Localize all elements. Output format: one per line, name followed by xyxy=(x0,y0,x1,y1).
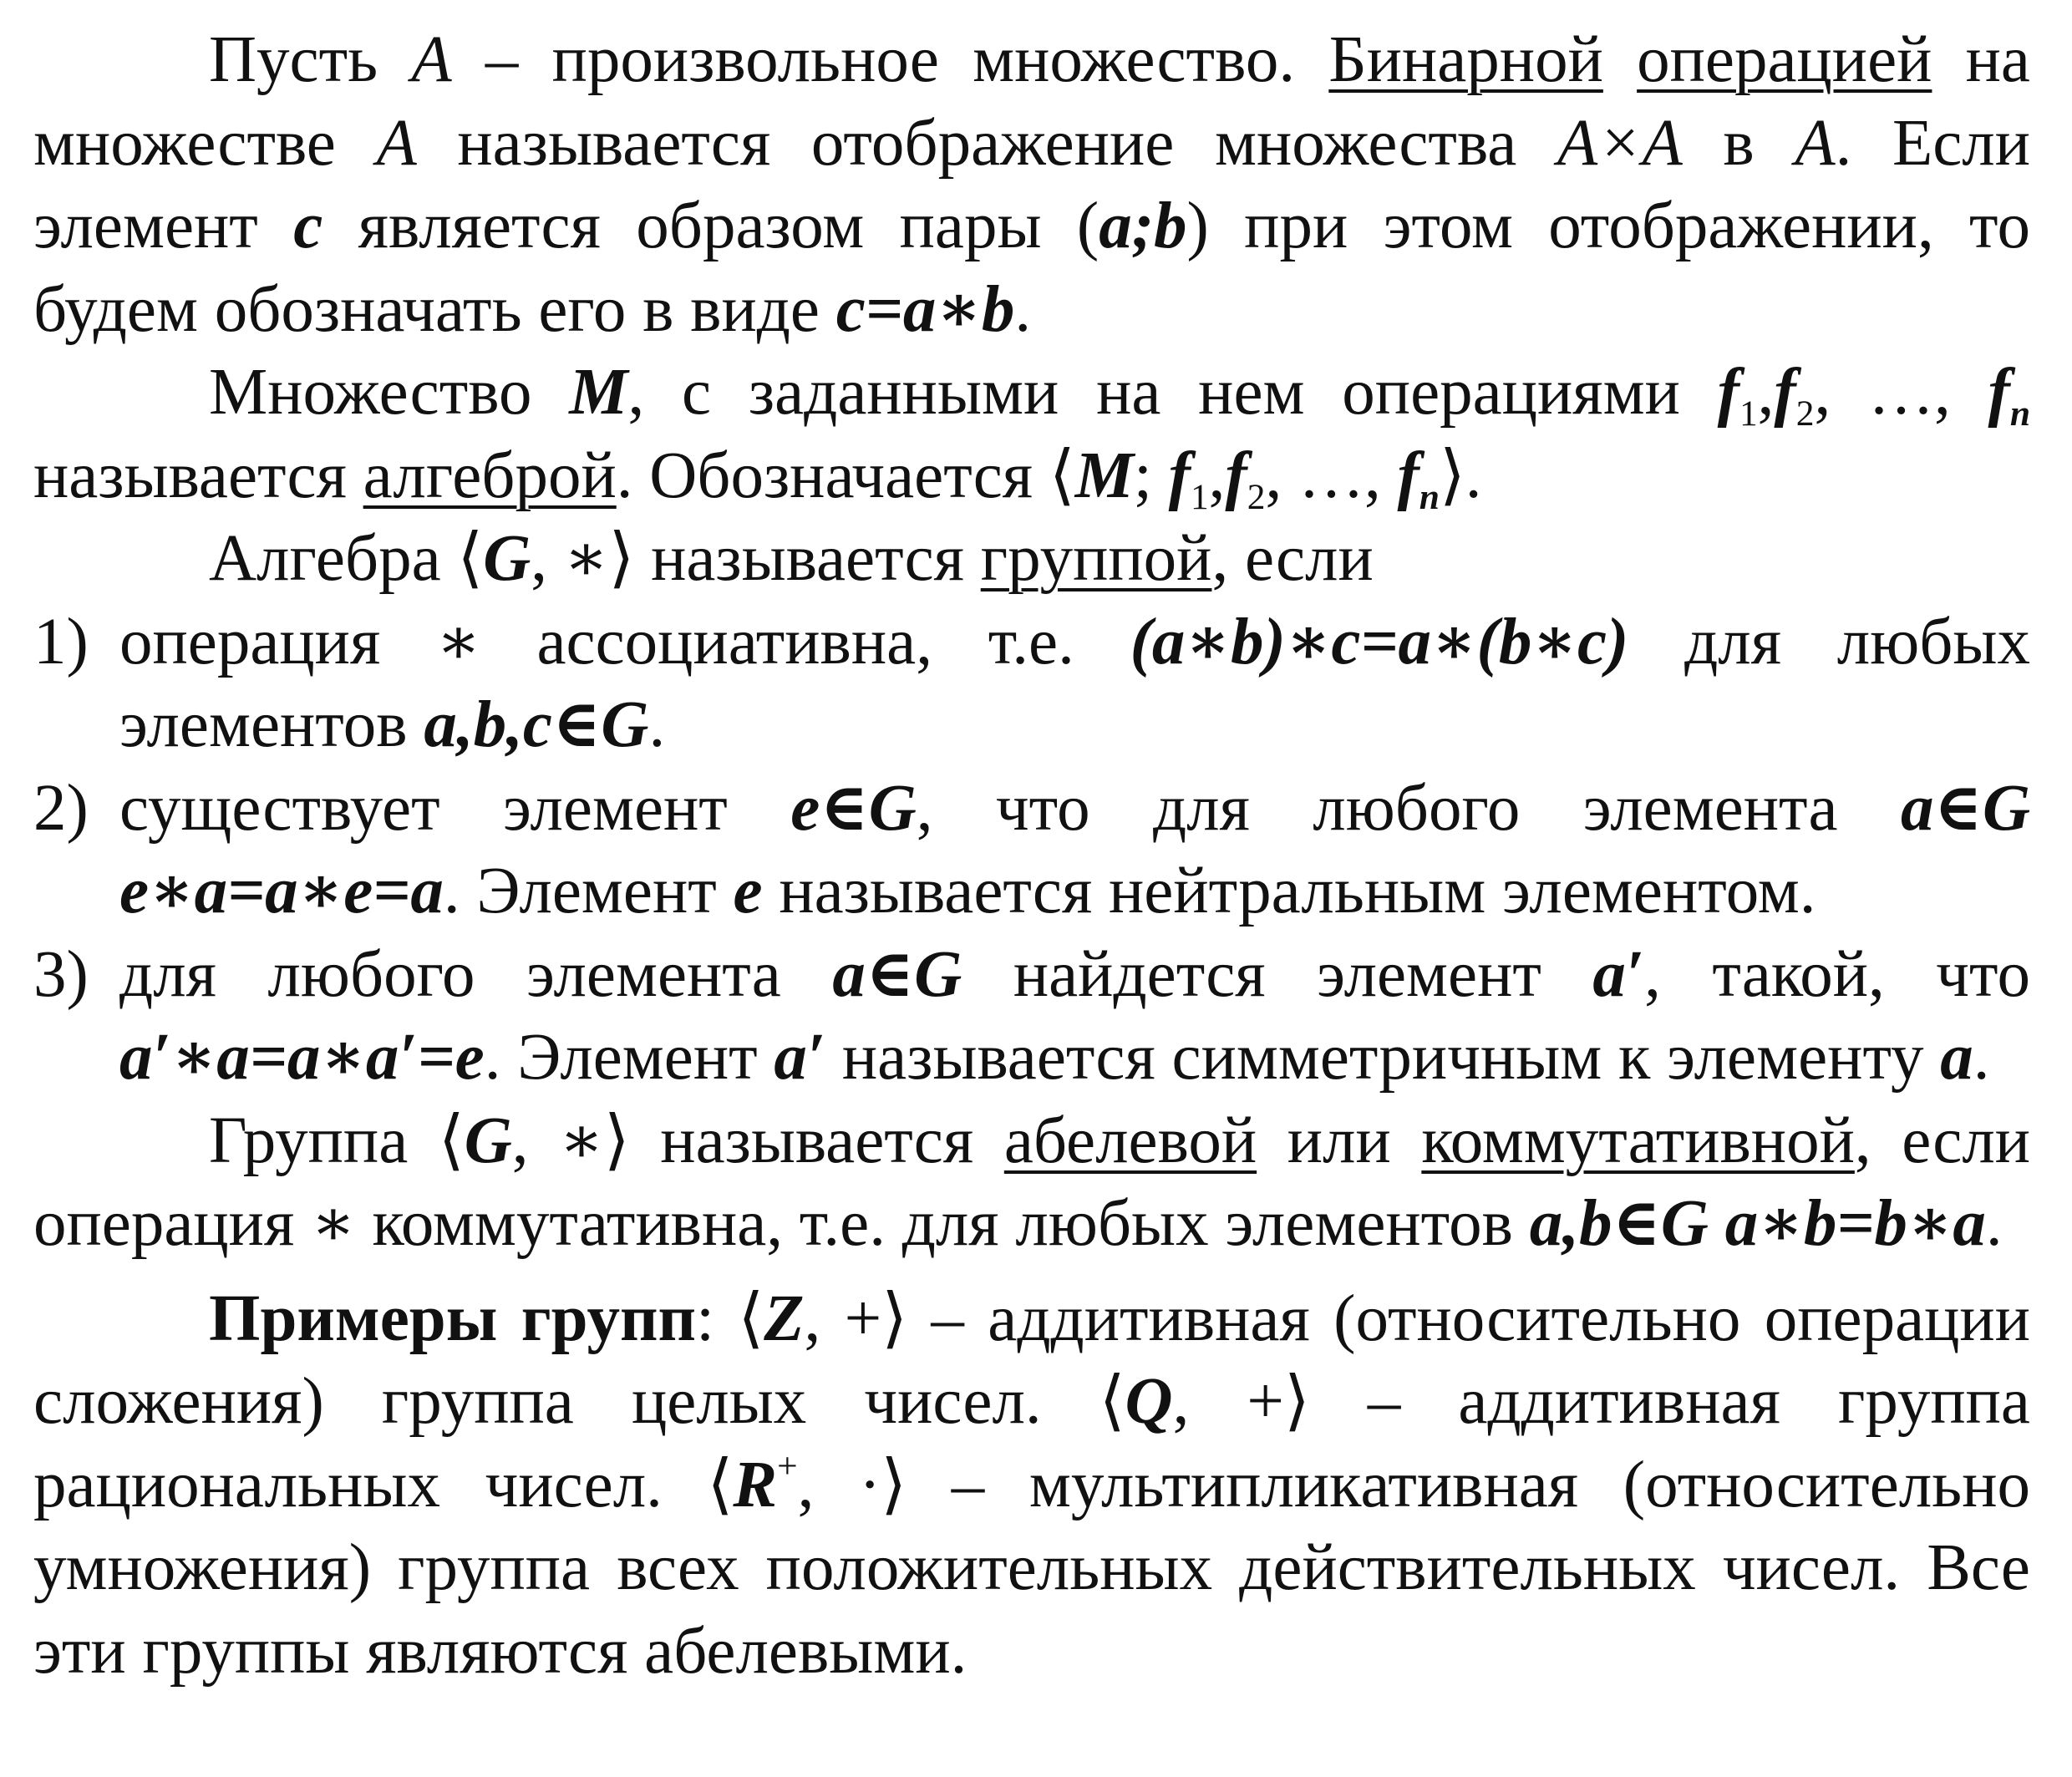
operation-symbol: f xyxy=(1225,439,1247,512)
text: Пусть xyxy=(209,23,412,96)
text: . Элемент xyxy=(484,1021,774,1094)
set-symbol: M xyxy=(1074,439,1134,512)
text: , xyxy=(1757,356,1775,429)
text: или xyxy=(1257,1104,1422,1177)
list-item-symmetric-element xyxy=(33,933,2030,1099)
text: : ⟨ xyxy=(696,1282,764,1355)
operation-symbol: f xyxy=(1717,356,1739,429)
text: , что для любого элемента xyxy=(916,771,1901,845)
formula: c=a∗b xyxy=(835,272,1015,346)
text: . xyxy=(1985,1187,2003,1260)
text: , …, xyxy=(1265,439,1398,512)
formula: a,b,c∈G xyxy=(424,688,649,761)
text: называется нейтральным элементом. xyxy=(762,855,1816,927)
text: . Если элемент xyxy=(33,106,2030,262)
text: , с заданными на нем операциями xyxy=(627,356,1718,429)
text: на множестве xyxy=(33,23,2030,180)
set-symbol: G xyxy=(483,522,531,595)
paragraph-group-definition xyxy=(33,517,2030,601)
text: ; xyxy=(1133,439,1169,512)
list-number: 3 ) xyxy=(33,933,89,1017)
text: называется xyxy=(634,522,981,595)
text: называется симметричным к элементу xyxy=(825,1021,1941,1094)
cartesian-product: A×A xyxy=(1557,106,1683,180)
text: , если xyxy=(1211,522,1374,595)
document-page xyxy=(33,18,2030,1693)
text: Множество xyxy=(209,356,570,429)
term-binary: Бинарной xyxy=(1328,23,1603,96)
term-algebra: алгеброй xyxy=(363,439,617,512)
text: ) при этом отображении, то будем обозначать его в виде xyxy=(33,190,2031,346)
term-commutative: коммутативной xyxy=(1421,1104,1855,1177)
text: является образом пары ( xyxy=(322,190,1099,262)
text: , ∗⟩ xyxy=(531,522,635,595)
superscript: + xyxy=(777,1445,798,1486)
text: . xyxy=(1973,1021,1990,1094)
formula: a′∗a=a∗a′=e xyxy=(119,1021,485,1094)
set-symbol: G xyxy=(464,1104,512,1177)
text: Алгебра ⟨ xyxy=(209,522,484,595)
paragraph-binary-operation xyxy=(33,18,2030,351)
text xyxy=(1709,1187,1725,1260)
text: Группа ⟨ xyxy=(209,1104,465,1177)
element-symbol: a xyxy=(1940,1021,1973,1094)
subscript: 2 xyxy=(1247,476,1266,517)
text: , ·⟩ – мультипликативная (относительно умножения) группа всех положительных действительных чисел. Все эти группы являются абелевыми. xyxy=(33,1448,2030,1688)
list-item-neutral-element xyxy=(33,767,2030,933)
formula: a∈G xyxy=(1900,771,2030,845)
formula: e∈G xyxy=(790,771,917,845)
element-symbol: a′ xyxy=(774,1021,826,1094)
text: найдется элемент xyxy=(962,937,1593,1011)
term-group: группой xyxy=(980,522,1212,595)
paragraph-abelian-group xyxy=(33,1099,2030,1266)
text: ⟩. xyxy=(1439,439,1482,512)
text: . Обозначается ⟨ xyxy=(616,439,1075,512)
operation-symbol: f xyxy=(1168,439,1191,512)
operation-symbol: f xyxy=(1988,356,2010,429)
set-symbol: A xyxy=(376,106,417,180)
operation-symbol: f xyxy=(1774,356,1796,429)
text: , +⟩ – аддитивная (относительно операции сложения) группа целых чисел. ⟨ xyxy=(33,1282,2030,1438)
text: , +⟩ – аддитивная группа рациональных чисел. ⟨ xyxy=(33,1365,2030,1521)
text: называется отображение множества xyxy=(416,106,1557,180)
text: для любых элементов xyxy=(119,605,2030,761)
list-item-associativity xyxy=(33,601,2030,767)
text: . xyxy=(648,688,666,761)
subscript: n xyxy=(2009,393,2030,434)
text: в xyxy=(1682,106,1795,180)
set-symbol: Z xyxy=(764,1282,805,1355)
subscript: 1 xyxy=(1739,393,1758,434)
examples-heading: Примеры групп xyxy=(209,1282,697,1355)
element-symbol: e xyxy=(733,855,763,927)
list-number: 2 ) xyxy=(33,767,89,850)
subscript: 2 xyxy=(1795,393,1815,434)
formula: a,b∈G xyxy=(1529,1187,1709,1260)
list-number: 1 ) xyxy=(33,601,89,684)
paragraph-algebra xyxy=(33,351,2030,517)
set-symbol: A xyxy=(411,23,452,96)
text: . Элемент xyxy=(443,855,734,927)
text: . xyxy=(1014,272,1032,346)
set-symbol: A xyxy=(1795,106,1836,180)
formula: a∗b=b∗a xyxy=(1724,1187,1986,1260)
paragraph-group-examples xyxy=(33,1277,2030,1693)
pair-symbol: a;b xyxy=(1099,190,1187,262)
formula: e∗a=a∗e=a xyxy=(119,855,444,927)
subscript: n xyxy=(1419,476,1440,517)
formula: (a∗b)∗c=a∗(b∗c) xyxy=(1130,605,1629,678)
element-symbol: c xyxy=(293,190,323,262)
text: , такой, что xyxy=(1644,937,2030,1011)
term-abelian: абелевой xyxy=(1003,1104,1257,1177)
term-operation: операцией xyxy=(1637,23,1932,96)
text: операция ∗ ассоциативна, т.е. xyxy=(119,605,1130,678)
text: , ∗⟩ xyxy=(511,1104,630,1177)
element-symbol: a′ xyxy=(1592,937,1645,1011)
formula: a∈G xyxy=(832,937,962,1011)
text: , …, xyxy=(1814,356,1988,429)
set-symbol: R xyxy=(733,1448,778,1521)
text: , xyxy=(1208,439,1226,512)
text: называется xyxy=(33,439,363,512)
space xyxy=(1603,23,1637,96)
subscript: 1 xyxy=(1190,476,1209,517)
set-symbol: Q xyxy=(1125,1365,1173,1438)
set-symbol: M xyxy=(569,356,628,429)
operation-symbol: f xyxy=(1397,439,1419,512)
text: называется xyxy=(629,1104,1004,1177)
text: – произвольное множество. xyxy=(451,23,1329,96)
text: , если операция ∗ коммутативна, т.е. для любых элементов xyxy=(33,1104,2031,1260)
text: для любого элемента xyxy=(119,937,833,1011)
text: существует элемент xyxy=(119,771,791,845)
